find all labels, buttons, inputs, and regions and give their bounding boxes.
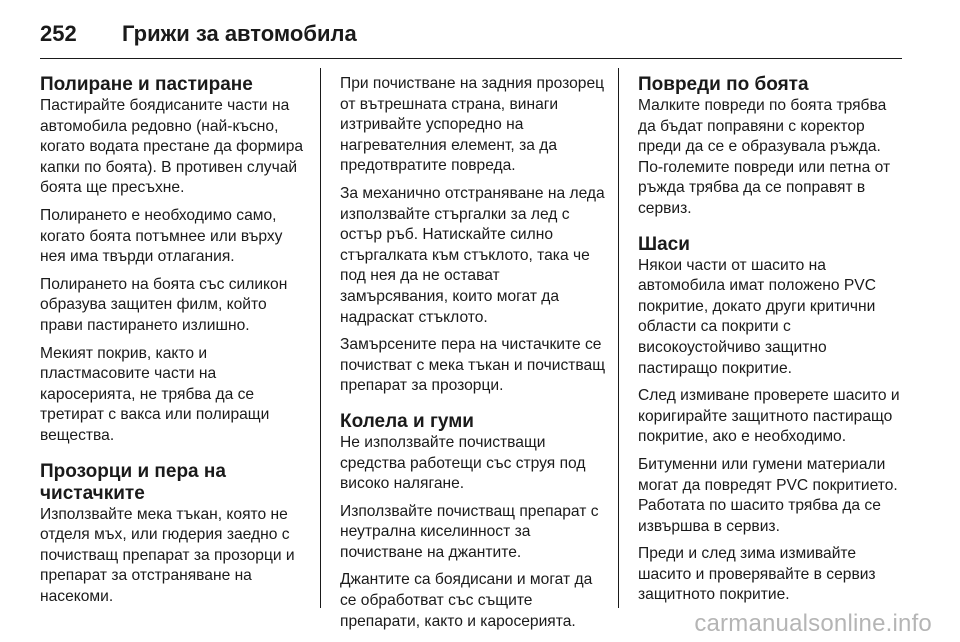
column-3 <box>638 74 908 613</box>
paragraph: Използвайте мека тъкан, която не отделя мъх, или гюдерия заедно с почистващ препарат за прозорци и препарат за отстраняване на насекоми. <box>40 505 295 605</box>
paragraph: Не използвайте почистващи средства работещи със струя под високо налягане. <box>340 433 586 493</box>
column-divider-2 <box>618 68 619 608</box>
section-underbody <box>638 234 908 607</box>
paragraph: Малките повреди по боята трябва да бъдат поправяни с коректор преди да се е образувала ръжда. По-големите повреди или петна от ръжда трябва да се поправят в сервиз. <box>638 97 891 217</box>
section-heading: Прозорци и пера на чистачките <box>40 460 226 504</box>
paragraph: Замърсените пера на чистачките се почистват с мека тъкан и почистващ препарат за прозорци. <box>340 336 606 395</box>
section-wheels-tyres <box>340 411 606 632</box>
page-title: Грижи за автомобила <box>122 21 357 46</box>
paragraph: Пастирайте боядисаните части на автомобила редовно (най-късно, когато водата престане да формира капки по боята). В противен случай боята ще пресъхне. <box>40 97 304 197</box>
paragraph: Полирането е необходимо само, когато боята потъмнее или върху нея има твърди отлагания. <box>40 206 283 266</box>
section-heading: Полиране и пастиране <box>40 74 253 95</box>
section-heading: Шаси <box>638 233 690 255</box>
paragraph: Джантите са боядисани и могат да се обработват със същите препарати, както и каросерията. <box>340 571 593 630</box>
section-heading: Колела и гуми <box>340 410 474 432</box>
paragraph: При почистване на задния прозорец от вътрешната страна, винаги изтривайте успоредно на нагревателния елемент, за да предотвратите повреда. <box>340 75 605 175</box>
column-1 <box>40 74 306 614</box>
paragraph: Някои части от шасито на автомобила имат положено PVC покритие, докато други критични области са покрити с високоустойчиво защитно пастиращо покритие. <box>638 256 876 377</box>
column-2 <box>340 74 606 639</box>
section-windows-wipers <box>40 461 306 608</box>
paragraph: Мекият покрив, както и пластмасовите части на каросерията, не трябва да се третират с вакса или полиращи вещества. <box>40 344 270 444</box>
paragraph: Полирането на боята със силикон образува защитен филм, който прави пастирането излишно. <box>40 275 288 334</box>
watermark: carmanualsonline.info <box>694 610 932 637</box>
page-number: 252 <box>40 21 77 46</box>
page-header <box>40 14 357 54</box>
paragraph: Преди и след зима измивайте шасито и проверявайте в сервиз защитното покритие. <box>638 545 876 604</box>
paragraph: След измиване проверете шасито и коригирайте защитното пастиращо покритие, ако е необходимо. <box>638 387 900 446</box>
paragraph: За механично отстраняване на леда използвайте стъргалки за лед с остър ръб. Натискайте силно стъргалката към стъклото, така че под нея да не остават замърсявания, които могат да надраскат стъклото. <box>340 184 605 326</box>
section-heading: Повреди по боята <box>638 74 809 95</box>
paragraph: Битуменни или гумени материали могат да повредят PVC покритието. Работата по шасито трябва да се извършва в сервиз. <box>638 455 898 535</box>
column-divider-1 <box>320 68 321 608</box>
section-paint-damage <box>638 74 908 220</box>
paragraph: Използвайте почистващ препарат с неутрална киселинност за почистване на джантите. <box>340 502 599 561</box>
section-windows-continued <box>340 74 606 397</box>
section-polishing <box>40 74 306 447</box>
header-divider <box>40 58 902 59</box>
